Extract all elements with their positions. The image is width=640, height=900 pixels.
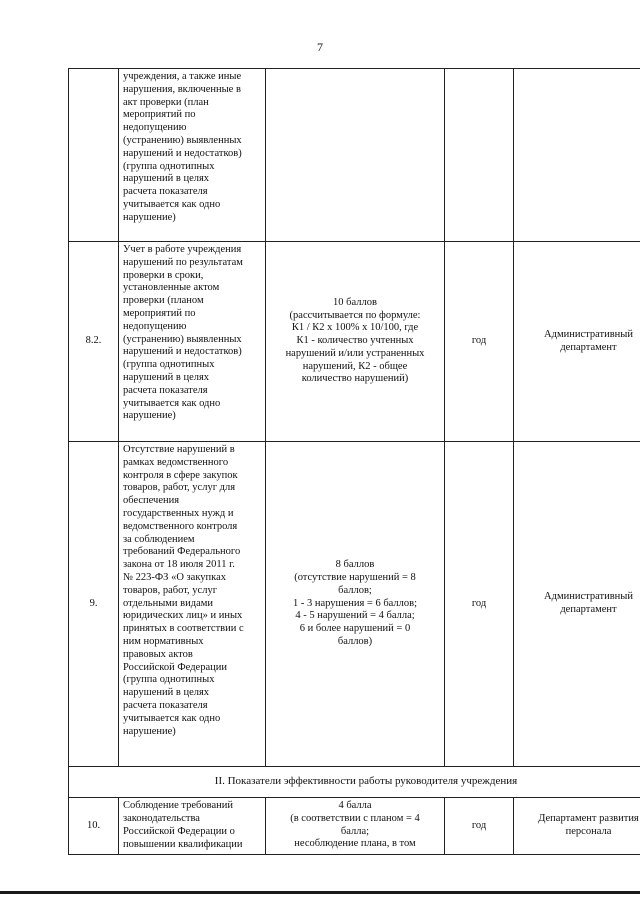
table-row — [69, 242, 640, 442]
table-row — [69, 69, 640, 242]
scan-bottom-edge — [0, 891, 640, 894]
row-number-cell — [69, 69, 119, 242]
indicator-cell: Отсутствие нарушений в рамках ведомственного контроля в сфере закупок товаров, работ, услуг для обеспечения государственных нужд и ведомственного контроля за соблюдением требований Федерального закона от 18 июля 2011 г. № 223-ФЗ «О закупках товаров, работ, услуг отдельными видами юридических лиц» и иных принятых в соответствии с ним нормативных правовых актов Российской Федерации (группа однотипных нарушений в целях расчета показателя учитывается как одно нарушение) — [119, 442, 266, 767]
period-cell: год — [445, 442, 514, 767]
indicators-table — [68, 68, 640, 855]
row-number-cell: 10. — [69, 798, 119, 855]
value-cell: 4 балла (в соответствии с планом = 4 балла; несоблюдение плана, в том — [266, 798, 445, 855]
row-number-cell: 8.2. — [69, 242, 119, 442]
responsible-cell: Департамент развития персонала — [514, 798, 640, 855]
value-cell — [266, 69, 445, 242]
table-row — [69, 442, 640, 767]
table-row — [69, 798, 640, 855]
period-cell — [445, 69, 514, 242]
indicator-cell: Учет в работе учреждения нарушений по результатам проверки в сроки, установленные актом проверки (планом мероприятий по недопущению (устранению) выявленных нарушений и недостатков) (группа однотипных нарушений в целях расчета показателя учитывается как одно нарушение) — [119, 242, 266, 442]
period-cell: год — [445, 798, 514, 855]
page-number: 7 — [317, 40, 323, 54]
section-header-row — [69, 767, 640, 798]
row-number-cell: 9. — [69, 442, 119, 767]
responsible-cell — [514, 69, 640, 242]
value-cell: 8 баллов (отсутствие нарушений = 8 баллов; 1 - 3 нарушения = 6 баллов; 4 - 5 нарушений = 4 балла; 6 и более нарушений = 0 баллов) — [266, 442, 445, 767]
value-cell: 10 баллов (рассчитывается по формуле: К1 / К2 х 100% х 10/100, где К1 - количество учтенных нарушений и/или устраненных нарушений, К2 - общее количество нарушений) — [266, 242, 445, 442]
responsible-cell: Административный департамент — [514, 442, 640, 767]
period-cell: год — [445, 242, 514, 442]
indicator-cell: Соблюдение требований законодательства Российской Федерации о повышении квалификации — [119, 798, 266, 855]
indicator-cell: учреждения, а также иные нарушения, включенные в акт проверки (план мероприятий по недопущению (устранению) выявленных нарушений и недостатков) (группа однотипных нарушений в целях расчета показателя учитывается как одно нарушение) — [119, 69, 266, 242]
section-title: II. Показатели эффективности работы руководителя учреждения — [69, 767, 640, 798]
responsible-cell: Административный департамент — [514, 242, 640, 442]
